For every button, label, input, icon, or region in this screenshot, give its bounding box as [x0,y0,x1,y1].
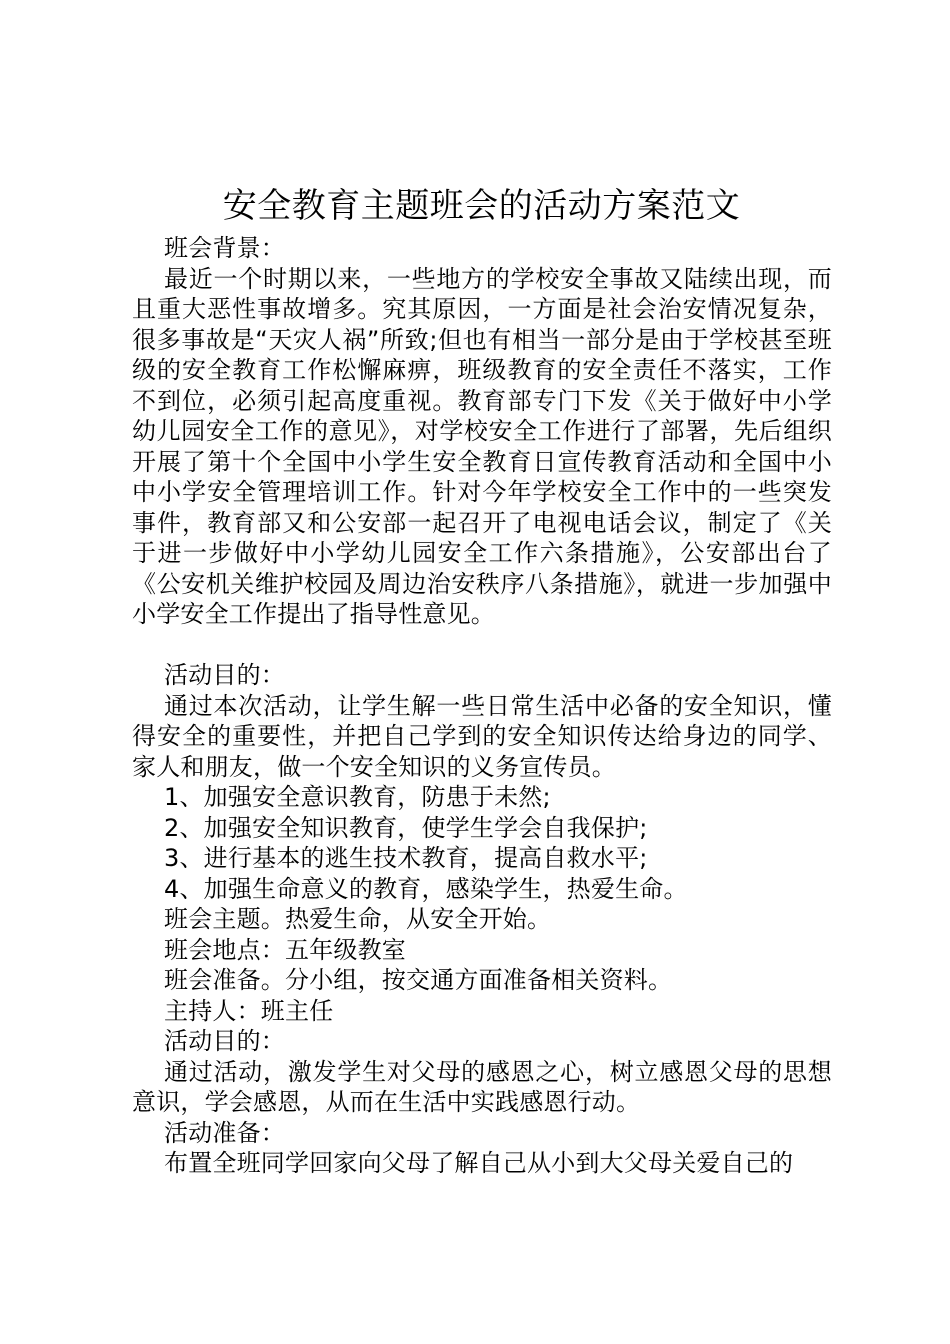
document-body [132,233,832,1179]
purpose-paragraph: 通过本次活动，让学生解一些日常生活中必备的安全知识，懂得安全的重要性，并把自己学到的安全知识传达给身边的同学、家人和朋友，做一个安全知识的义务宣传员。 [132,691,832,781]
meeting-preparation: 班会准备。分小组，按交通方面准备相关资料。 [164,966,673,994]
list-item-1: 1、加强安全意识教育，防患于未然; [164,783,551,811]
list-item-3: 3、进行基本的逃生技术教育，提高自救水平; [164,844,648,872]
meeting-location: 班会地点：五年级教室 [164,935,406,964]
list-item-2: 2、加强安全知识教育，使学生学会自我保护; [164,813,648,842]
meeting-theme: 班会主题。热爱生命，从安全开始。 [164,905,552,933]
section-heading-preparation: 活动准备： [164,1118,285,1147]
background-paragraph: 最近一个时期以来，一些地方的学校安全事故又陆续出现，而且重大恶性事故增多。究其原因，一方面是社会治安情况复杂，很多事故是“天灾人祸”所致;但也有相当一部分是由于学校甚至班级的安全教育工作松懈麻痹，班级教育的安全责任不落实，工作不到位，必须引起高度重视。教育部专门下发《关于做好中小学幼儿园安全工作的意见》，对学校安全工作进行了部署，先后组织开展了第十个全国中小学生安全教育日宣传教育活动和全国中小中小学安全管理培训工作。针对今年学校安全工作中的一些突发事件，教育部又和公安部一起召开了电视电话会议，制定了《关于进一步做好中小学幼儿园安全工作六条措施》，公安部出台了《公安机关维护校园及周边治安秩序八条措施》，就进一步加强中小学安全工作提出了指导性意见。 [132,264,832,628]
section-heading-purpose: 活动目的： [164,661,285,689]
section-heading-purpose-2: 活动目的： [164,1027,285,1055]
purpose-paragraph-2: 通过活动，激发学生对父母的感恩之心，树立感恩父母的思想意识，学会感恩，从而在生活中实践感恩行动。 [132,1057,832,1116]
list-item-4: 4、加强生命意义的教育，感染学生，热爱生命。 [164,874,688,903]
preparation-paragraph: 布置全班同学回家向父母了解自己从小到大父母关爱自己的 [164,1149,794,1177]
paragraph-spacer [132,630,832,661]
document-title: 安全教育主题班会的活动方案范文 [222,186,741,226]
section-heading-background: 班会背景： [164,234,285,262]
meeting-host: 主持人：班主任 [164,996,334,1025]
